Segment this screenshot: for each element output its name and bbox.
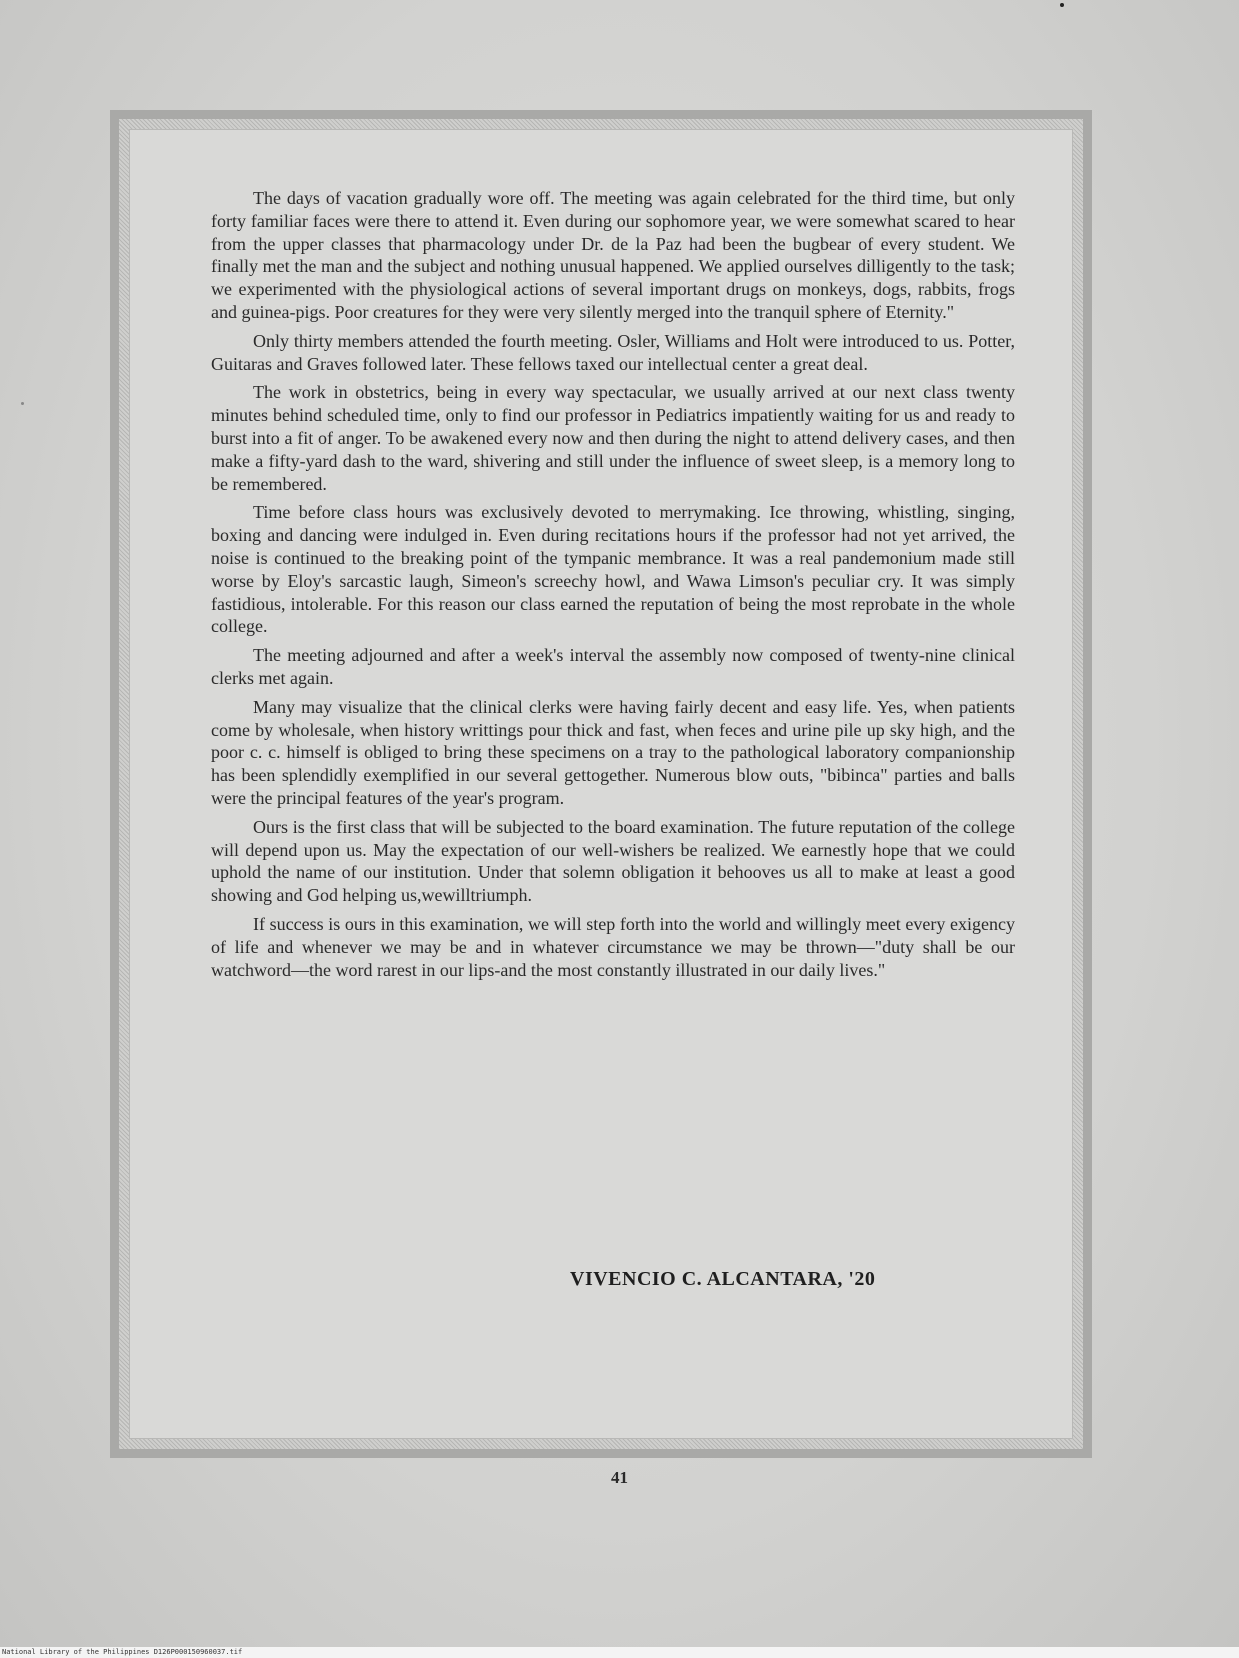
paragraph: The meeting adjourned and after a week's interval the assembly now composed of twenty-nine clinical clerks met again.: [211, 645, 1015, 688]
page-number: 41: [611, 1468, 628, 1487]
scan-speck: [1060, 3, 1064, 7]
paragraph: If success is ours in this examination, we will step forth into the world and willingly meet every exigency of life and whenever we may be and in whatever circumstance we may be thrown—"duty shall be our watchword—the word rarest in our lips-and the most constantly illustrated in our daily lives.": [211, 913, 1015, 980]
paragraph: Time before class hours was exclusively devoted to merrymaking. Ice throwing, whistling, singing, boxing and dancing were indulged in. Even during recitations hours if the professor had not yet arrived, the noise is continued to the breaking point of the tympanic membrance. It was a real pandemonium made still worse by Eloy's sarcastic laugh, Simeon's screechy howl, and Wawa Limson's peculiar cry. It was simply fastidious, intolerable. For this reason our class earned the reputation of being the most reprobate in the whole college.: [211, 502, 1015, 637]
paragraph: Many may visualize that the clinical clerks were having fairly decent and easy life. Yes, when patients come by wholesale, when history writtings pour thick and fast, when feces and urine pile up sky high, and the poor c. c. himself is obliged to bring these specimens on a tray to the pathological laboratory companionship has been splendidly exemplified in our several gettogether. Numerous blow outs, "bibinca" parties and balls were the principal features of the year's program.: [211, 696, 1015, 808]
scan-speck: [21, 402, 24, 405]
text-panel: [129, 129, 1073, 1439]
paragraph: The work in obstetrics, being in every way spectacular, we usually arrived at our next class twenty minutes behind scheduled time, only to find our professor in Pediatrics impatiently waiting for us and ready to burst into a fit of anger. To be awakened every now and then during the night to attend delivery cases, and then make a fifty-yard dash to the ward, shivering and still under the influence of sweet sleep, is a memory long to be remembered.: [211, 382, 1015, 494]
paragraph: Ours is the first class that will be subjected to the board examination. The future reputation of the college will depend upon us. May the expectation of our well-wishers be realized. We earnestly hope that we could uphold the name of our institution. Under that solemn obligation it behooves us all to make at least a good showing and God helping us,wewilltriumph.: [211, 816, 1015, 906]
paragraph: The days of vacation gradually wore off. The meeting was again celebrated for the third time, but only forty familiar faces were there to attend it. Even during our sophomore year, we were somewhat scared to hear from the upper classes that pharmacology under Dr. de la Paz had been the bugbear of every student. We finally met the man and the subject and nothing unusual happened. We applied ourselves dilligently to the task; we experimented with the physiological actions of several important drugs on monkeys, dogs, rabbits, frogs and guinea-pigs. Poor creatures for they were very silently merged into the tranquil sphere of Eternity.": [211, 188, 1015, 322]
author-signature: VIVENCIO C. ALCANTARA, '20: [570, 1268, 876, 1290]
article-body: [211, 187, 1015, 987]
paragraph: Only thirty members attended the fourth meeting. Osler, Williams and Holt were introduced to us. Potter, Guitaras and Graves followed later. These fellows taxed our intellectual center a great deal.: [211, 330, 1015, 374]
ornamental-border: [110, 110, 1092, 1458]
scan-footer-caption: National Library of the Philippines D126P000150960037.tif: [2, 1648, 243, 1656]
